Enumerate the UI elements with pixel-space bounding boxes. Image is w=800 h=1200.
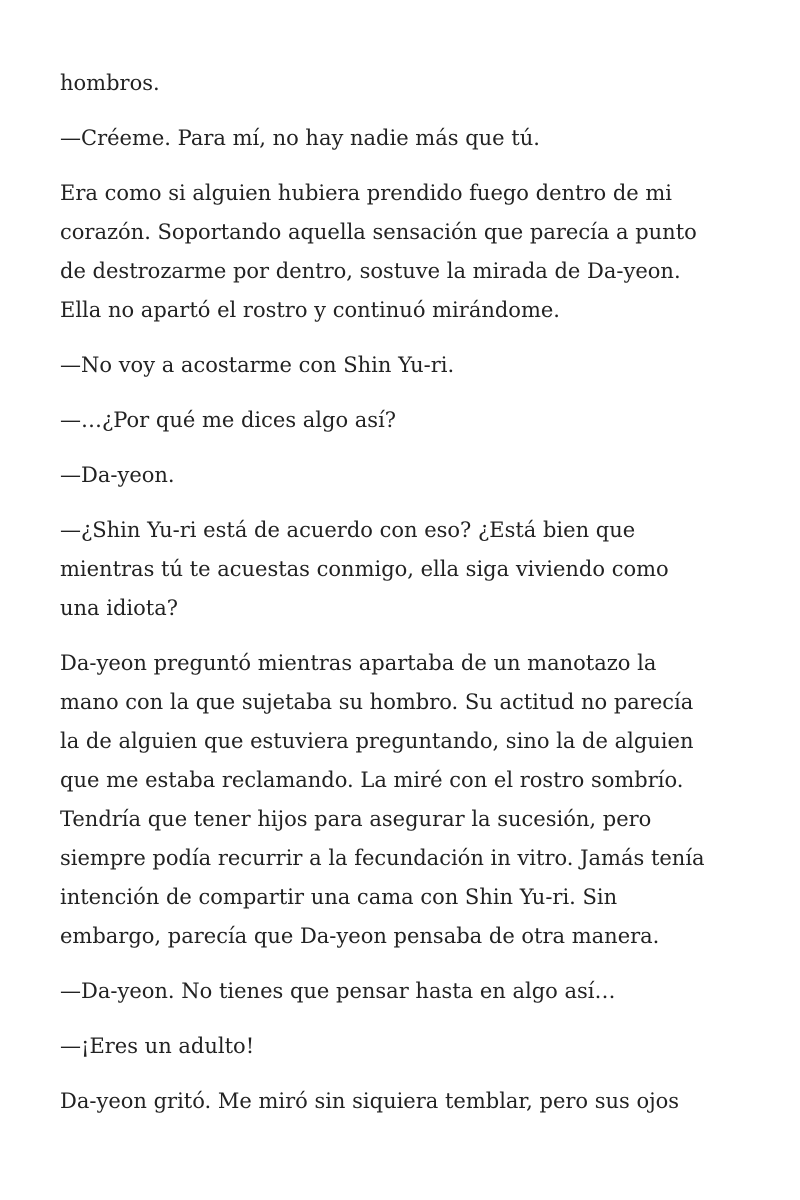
text-line: Da-yeon preguntó mientras apartaba de un manotazo la (60, 651, 657, 675)
text-line: corazón. Soportando aquella sensación que parecía a punto (60, 220, 697, 244)
paragraph (60, 972, 740, 1011)
text-line: —¡Eres un adulto! (60, 1034, 255, 1058)
paragraph (60, 174, 740, 330)
text-line: siempre podía recurrir a la fecundación in vitro. Jamás tenía (60, 846, 705, 870)
paragraph (60, 644, 740, 956)
text-line: hombros. (60, 71, 160, 95)
text-line: —…¿Por qué me dices algo así? (60, 408, 397, 432)
paragraph (60, 456, 740, 495)
text-line: embargo, parecía que Da-yeon pensaba de otra manera. (60, 924, 660, 948)
text-line: Ella no apartó el rostro y continuó mirándome. (60, 298, 560, 322)
text-line: de destrozarme por dentro, sostuve la mirada de Da-yeon. (60, 259, 681, 283)
text-line: una idiota? (60, 596, 178, 620)
text-line: Da-yeon gritó. Me miró sin siquiera temblar, pero sus ojos (60, 1089, 680, 1113)
text-line: Era como si alguien hubiera prendido fuego dentro de mi (60, 181, 672, 205)
text-line: —Créeme. Para mí, no hay nadie más que tú. (60, 126, 540, 150)
paragraph (60, 1027, 740, 1066)
text-line: Tendría que tener hijos para asegurar la sucesión, pero (60, 807, 652, 831)
text-line: mano con la que sujetaba su hombro. Su actitud no parecía (60, 690, 694, 714)
text-line: —¿Shin Yu-ri está de acuerdo con eso? ¿Está bien que (60, 518, 636, 542)
paragraph (60, 511, 740, 628)
paragraph (60, 1082, 740, 1121)
text-line: —Da-yeon. (60, 463, 175, 487)
paragraph (60, 64, 740, 103)
text-line: —Da-yeon. No tienes que pensar hasta en algo así… (60, 979, 616, 1003)
paragraph (60, 346, 740, 385)
text-line: la de alguien que estuviera preguntando, sino la de alguien (60, 729, 694, 753)
text-line: mientras tú te acuestas conmigo, ella siga viviendo como (60, 557, 669, 581)
text-line: —No voy a acostarme con Shin Yu-ri. (60, 353, 455, 377)
text-line: intención de compartir una cama con Shin Yu-ri. Sin (60, 885, 618, 909)
paragraph (60, 401, 740, 440)
paragraph (60, 119, 740, 158)
text-line: que me estaba reclamando. La miré con el rostro sombrío. (60, 768, 684, 792)
